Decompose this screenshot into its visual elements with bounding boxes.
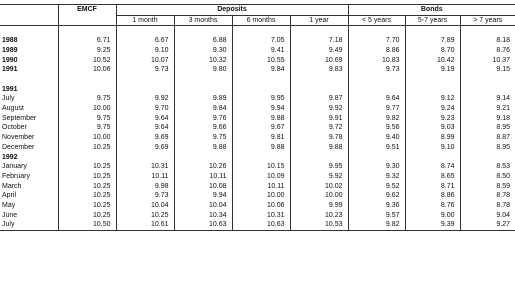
value-cell: 10.26 bbox=[174, 162, 232, 172]
value-cell: 10.83 bbox=[348, 56, 405, 66]
value-cell: 9.64 bbox=[116, 114, 174, 124]
value-cell: 9.41 bbox=[232, 46, 290, 56]
value-cell: 9.21 bbox=[460, 104, 515, 114]
empty-cell bbox=[174, 85, 232, 95]
value-cell: 8.65 bbox=[405, 172, 460, 182]
value-cell: 10.25 bbox=[58, 143, 116, 153]
value-cell: 8.86 bbox=[405, 191, 460, 201]
empty-cell bbox=[116, 153, 174, 163]
value-cell: 9.76 bbox=[174, 114, 232, 124]
empty-cell bbox=[290, 153, 348, 163]
row-label: July bbox=[2, 95, 15, 103]
value-cell: 9.75 bbox=[58, 94, 116, 104]
table-row bbox=[0, 182, 515, 192]
value-cell: 10.63 bbox=[174, 220, 232, 230]
value-cell: 9.84 bbox=[232, 65, 290, 75]
value-cell: 8.87 bbox=[460, 133, 515, 143]
header-emcf-sub bbox=[58, 15, 116, 26]
header-corner bbox=[0, 5, 58, 16]
value-cell: 10.69 bbox=[290, 56, 348, 66]
value-cell: 9.30 bbox=[174, 46, 232, 56]
value-cell: 10.25 bbox=[58, 162, 116, 172]
value-cell: 9.82 bbox=[348, 220, 405, 230]
value-cell: 9.83 bbox=[290, 65, 348, 75]
value-cell: 10.37 bbox=[460, 56, 515, 66]
value-cell: 9.64 bbox=[116, 123, 174, 133]
value-cell: 9.94 bbox=[174, 191, 232, 201]
table-row bbox=[0, 104, 515, 114]
row-label: September bbox=[2, 114, 37, 122]
value-cell: 10.15 bbox=[232, 162, 290, 172]
value-cell: 9.56 bbox=[348, 123, 405, 133]
value-cell: 8.95 bbox=[460, 123, 515, 133]
interest-rate-table bbox=[0, 4, 515, 231]
value-cell: 8.53 bbox=[460, 162, 515, 172]
header-row-groups bbox=[0, 5, 515, 16]
spacer-cell bbox=[405, 26, 460, 36]
value-cell: 8.71 bbox=[405, 182, 460, 192]
value-cell: 9.70 bbox=[116, 104, 174, 114]
table-row bbox=[0, 191, 515, 201]
header-bonds: Bonds bbox=[348, 5, 515, 16]
spacer-cell bbox=[0, 26, 58, 36]
value-cell: 7.05 bbox=[232, 36, 290, 46]
value-cell: 9.69 bbox=[116, 133, 174, 143]
table-row bbox=[0, 36, 515, 46]
value-cell: 9.04 bbox=[460, 211, 515, 221]
value-cell: 8.50 bbox=[460, 172, 515, 182]
table-row bbox=[0, 220, 515, 230]
spacer-cell bbox=[460, 26, 515, 36]
table-row bbox=[0, 211, 515, 221]
value-cell: 8.99 bbox=[405, 133, 460, 143]
spacer-cell bbox=[116, 26, 174, 36]
row-label: February bbox=[2, 172, 31, 180]
row-label: March bbox=[2, 182, 22, 190]
value-cell: 9.30 bbox=[348, 162, 405, 172]
header-corner-sub bbox=[0, 15, 58, 26]
value-cell: 9.82 bbox=[348, 114, 405, 124]
value-cell: 9.75 bbox=[174, 133, 232, 143]
header-3-months: 3 months bbox=[174, 15, 232, 26]
value-cell: 10.31 bbox=[232, 211, 290, 221]
header-6-months: 6 months bbox=[232, 15, 290, 26]
spacer-cell bbox=[232, 26, 290, 36]
value-cell: 9.84 bbox=[174, 104, 232, 114]
spacer-row-top bbox=[0, 26, 515, 36]
header-row-maturities bbox=[0, 15, 515, 26]
spacer-cell bbox=[0, 75, 58, 85]
value-cell: 8.59 bbox=[460, 182, 515, 192]
value-cell: 9.73 bbox=[116, 65, 174, 75]
value-cell: 9.92 bbox=[116, 94, 174, 104]
spacer-cell bbox=[232, 75, 290, 85]
spacer-cell bbox=[174, 26, 232, 36]
empty-cell bbox=[460, 85, 515, 95]
empty-cell bbox=[348, 153, 405, 163]
value-cell: 10.11 bbox=[232, 182, 290, 192]
row-label: January bbox=[2, 163, 27, 171]
header-lt-5-years: < 5 years bbox=[348, 15, 405, 26]
spacer-cell bbox=[348, 26, 405, 36]
value-cell: 9.73 bbox=[116, 191, 174, 201]
value-cell: 10.25 bbox=[58, 211, 116, 221]
table-row bbox=[0, 56, 515, 66]
value-cell: 10.61 bbox=[116, 220, 174, 230]
value-cell: 9.77 bbox=[348, 104, 405, 114]
value-cell: 10.00 bbox=[58, 104, 116, 114]
value-cell: 9.23 bbox=[405, 114, 460, 124]
value-cell: 10.04 bbox=[116, 201, 174, 211]
table-row bbox=[0, 201, 515, 211]
value-cell: 9.89 bbox=[174, 94, 232, 104]
value-cell: 8.70 bbox=[405, 46, 460, 56]
spacer-cell bbox=[58, 26, 116, 36]
value-cell: 9.57 bbox=[348, 211, 405, 221]
value-cell: 8.78 bbox=[460, 191, 515, 201]
value-cell: 8.95 bbox=[460, 143, 515, 153]
value-cell: 9.81 bbox=[232, 133, 290, 143]
value-cell: 10.52 bbox=[58, 56, 116, 66]
value-cell: 9.87 bbox=[290, 94, 348, 104]
value-cell: 10.06 bbox=[232, 201, 290, 211]
value-cell: 10.00 bbox=[58, 133, 116, 143]
table-row bbox=[0, 123, 515, 133]
value-cell: 10.63 bbox=[232, 220, 290, 230]
empty-cell bbox=[232, 153, 290, 163]
value-cell: 9.92 bbox=[290, 104, 348, 114]
table-row bbox=[0, 94, 515, 104]
value-cell: 9.10 bbox=[405, 143, 460, 153]
row-label: November bbox=[2, 134, 35, 142]
row-label: 1990 bbox=[2, 56, 18, 64]
spacer-cell bbox=[460, 75, 515, 85]
value-cell: 9.80 bbox=[174, 65, 232, 75]
value-cell: 10.34 bbox=[174, 211, 232, 221]
value-cell: 9.92 bbox=[290, 172, 348, 182]
value-cell: 10.00 bbox=[290, 191, 348, 201]
row-label: 1991 bbox=[2, 66, 18, 74]
value-cell: 9.88 bbox=[174, 143, 232, 153]
value-cell: 9.66 bbox=[174, 123, 232, 133]
value-cell: 9.27 bbox=[460, 220, 515, 230]
header-gt-7-years: > 7 years bbox=[460, 15, 515, 26]
spacer-cell bbox=[348, 75, 405, 85]
value-cell: 8.86 bbox=[348, 46, 405, 56]
value-cell: 9.99 bbox=[290, 201, 348, 211]
table-row bbox=[0, 143, 515, 153]
spacer-cell bbox=[290, 75, 348, 85]
value-cell: 9.25 bbox=[58, 46, 116, 56]
spacer-cell bbox=[58, 75, 116, 85]
value-cell: 7.70 bbox=[348, 36, 405, 46]
value-cell: 9.75 bbox=[58, 114, 116, 124]
value-cell: 9.78 bbox=[290, 133, 348, 143]
value-cell: 9.40 bbox=[348, 133, 405, 143]
value-cell: 7.18 bbox=[290, 36, 348, 46]
value-cell: 10.23 bbox=[290, 211, 348, 221]
empty-cell bbox=[58, 85, 116, 95]
value-cell: 8.74 bbox=[405, 162, 460, 172]
value-cell: 9.62 bbox=[348, 191, 405, 201]
value-cell: 9.36 bbox=[348, 201, 405, 211]
empty-cell bbox=[232, 85, 290, 95]
value-cell: 10.25 bbox=[58, 201, 116, 211]
value-cell: 10.25 bbox=[58, 182, 116, 192]
value-cell: 9.49 bbox=[290, 46, 348, 56]
value-cell: 9.67 bbox=[232, 123, 290, 133]
empty-cell bbox=[405, 85, 460, 95]
empty-cell bbox=[58, 153, 116, 163]
value-cell: 10.31 bbox=[116, 162, 174, 172]
value-cell: 10.02 bbox=[290, 182, 348, 192]
value-cell: 10.11 bbox=[116, 172, 174, 182]
header-deposits: Deposits bbox=[116, 5, 348, 16]
value-cell: 9.88 bbox=[232, 114, 290, 124]
value-cell: 9.94 bbox=[232, 104, 290, 114]
value-cell: 9.88 bbox=[232, 143, 290, 153]
table-row bbox=[0, 65, 515, 75]
value-cell: 6.67 bbox=[116, 36, 174, 46]
empty-cell bbox=[116, 85, 174, 95]
row-label: April bbox=[2, 192, 17, 200]
value-cell: 9.10 bbox=[116, 46, 174, 56]
empty-cell bbox=[174, 153, 232, 163]
value-cell: 9.14 bbox=[460, 94, 515, 104]
spacer-row-mid bbox=[0, 75, 515, 85]
value-cell: 8.76 bbox=[405, 201, 460, 211]
value-cell: 10.53 bbox=[290, 220, 348, 230]
value-cell: 9.88 bbox=[290, 143, 348, 153]
value-cell: 10.25 bbox=[58, 172, 116, 182]
value-cell: 10.08 bbox=[174, 182, 232, 192]
value-cell: 9.24 bbox=[405, 104, 460, 114]
spacer-cell bbox=[405, 75, 460, 85]
value-cell: 9.95 bbox=[290, 162, 348, 172]
value-cell: 9.19 bbox=[405, 65, 460, 75]
table-row bbox=[0, 46, 515, 56]
value-cell: 9.32 bbox=[348, 172, 405, 182]
spacer-cell bbox=[290, 26, 348, 36]
value-cell: 9.64 bbox=[348, 94, 405, 104]
spacer-cell bbox=[174, 75, 232, 85]
value-cell: 9.91 bbox=[290, 114, 348, 124]
value-cell: 9.18 bbox=[460, 114, 515, 124]
value-cell: 10.32 bbox=[174, 56, 232, 66]
value-cell: 10.11 bbox=[174, 172, 232, 182]
value-cell: 9.51 bbox=[348, 143, 405, 153]
header-5-7-years: 5-7 years bbox=[405, 15, 460, 26]
empty-cell bbox=[348, 85, 405, 95]
value-cell: 9.12 bbox=[405, 94, 460, 104]
empty-cell bbox=[290, 85, 348, 95]
value-cell: 9.75 bbox=[58, 123, 116, 133]
row-label: May bbox=[2, 202, 16, 210]
empty-cell bbox=[460, 153, 515, 163]
value-cell: 10.09 bbox=[232, 172, 290, 182]
value-cell: 9.00 bbox=[405, 211, 460, 221]
row-label: December bbox=[2, 143, 35, 151]
value-cell: 9.15 bbox=[460, 65, 515, 75]
value-cell: 10.07 bbox=[116, 56, 174, 66]
table-row bbox=[0, 172, 515, 182]
value-cell: 10.50 bbox=[58, 220, 116, 230]
value-cell: 10.25 bbox=[58, 191, 116, 201]
table-row bbox=[0, 162, 515, 172]
value-cell: 9.52 bbox=[348, 182, 405, 192]
value-cell: 9.39 bbox=[405, 220, 460, 230]
header-1-month: 1 month bbox=[116, 15, 174, 26]
value-cell: 10.25 bbox=[116, 211, 174, 221]
row-label: July bbox=[0, 220, 58, 230]
year-label: 1992 bbox=[2, 153, 18, 161]
spacer-cell bbox=[116, 75, 174, 85]
year-label: 1991 bbox=[2, 85, 18, 93]
value-cell: 9.03 bbox=[405, 123, 460, 133]
row-label: August bbox=[2, 105, 24, 112]
value-cell: 9.72 bbox=[290, 123, 348, 133]
value-cell: 10.42 bbox=[405, 56, 460, 66]
header-1-year: 1 year bbox=[290, 15, 348, 26]
empty-cell bbox=[405, 153, 460, 163]
year-row-1991 bbox=[0, 85, 515, 95]
value-cell: 9.98 bbox=[116, 182, 174, 192]
value-cell: 8.78 bbox=[460, 201, 515, 211]
row-label: October bbox=[2, 124, 27, 132]
row-label: June bbox=[2, 211, 18, 219]
value-cell: 10.04 bbox=[174, 201, 232, 211]
value-cell: 10.00 bbox=[232, 191, 290, 201]
row-label: 1988 bbox=[2, 37, 18, 45]
header-emcf: EMCF bbox=[58, 5, 116, 16]
value-cell: 6.71 bbox=[58, 36, 116, 46]
value-cell: 8.76 bbox=[460, 46, 515, 56]
value-cell: 10.55 bbox=[232, 56, 290, 66]
value-cell: 9.73 bbox=[348, 65, 405, 75]
year-row-1992 bbox=[0, 153, 515, 163]
value-cell: 7.89 bbox=[405, 36, 460, 46]
value-cell: 9.95 bbox=[232, 94, 290, 104]
value-cell: 8.18 bbox=[460, 36, 515, 46]
value-cell: 10.06 bbox=[58, 65, 116, 75]
row-label: 1989 bbox=[2, 46, 18, 54]
value-cell: 6.88 bbox=[174, 36, 232, 46]
table-row bbox=[0, 114, 515, 124]
table-row bbox=[0, 133, 515, 143]
value-cell: 9.69 bbox=[116, 143, 174, 153]
